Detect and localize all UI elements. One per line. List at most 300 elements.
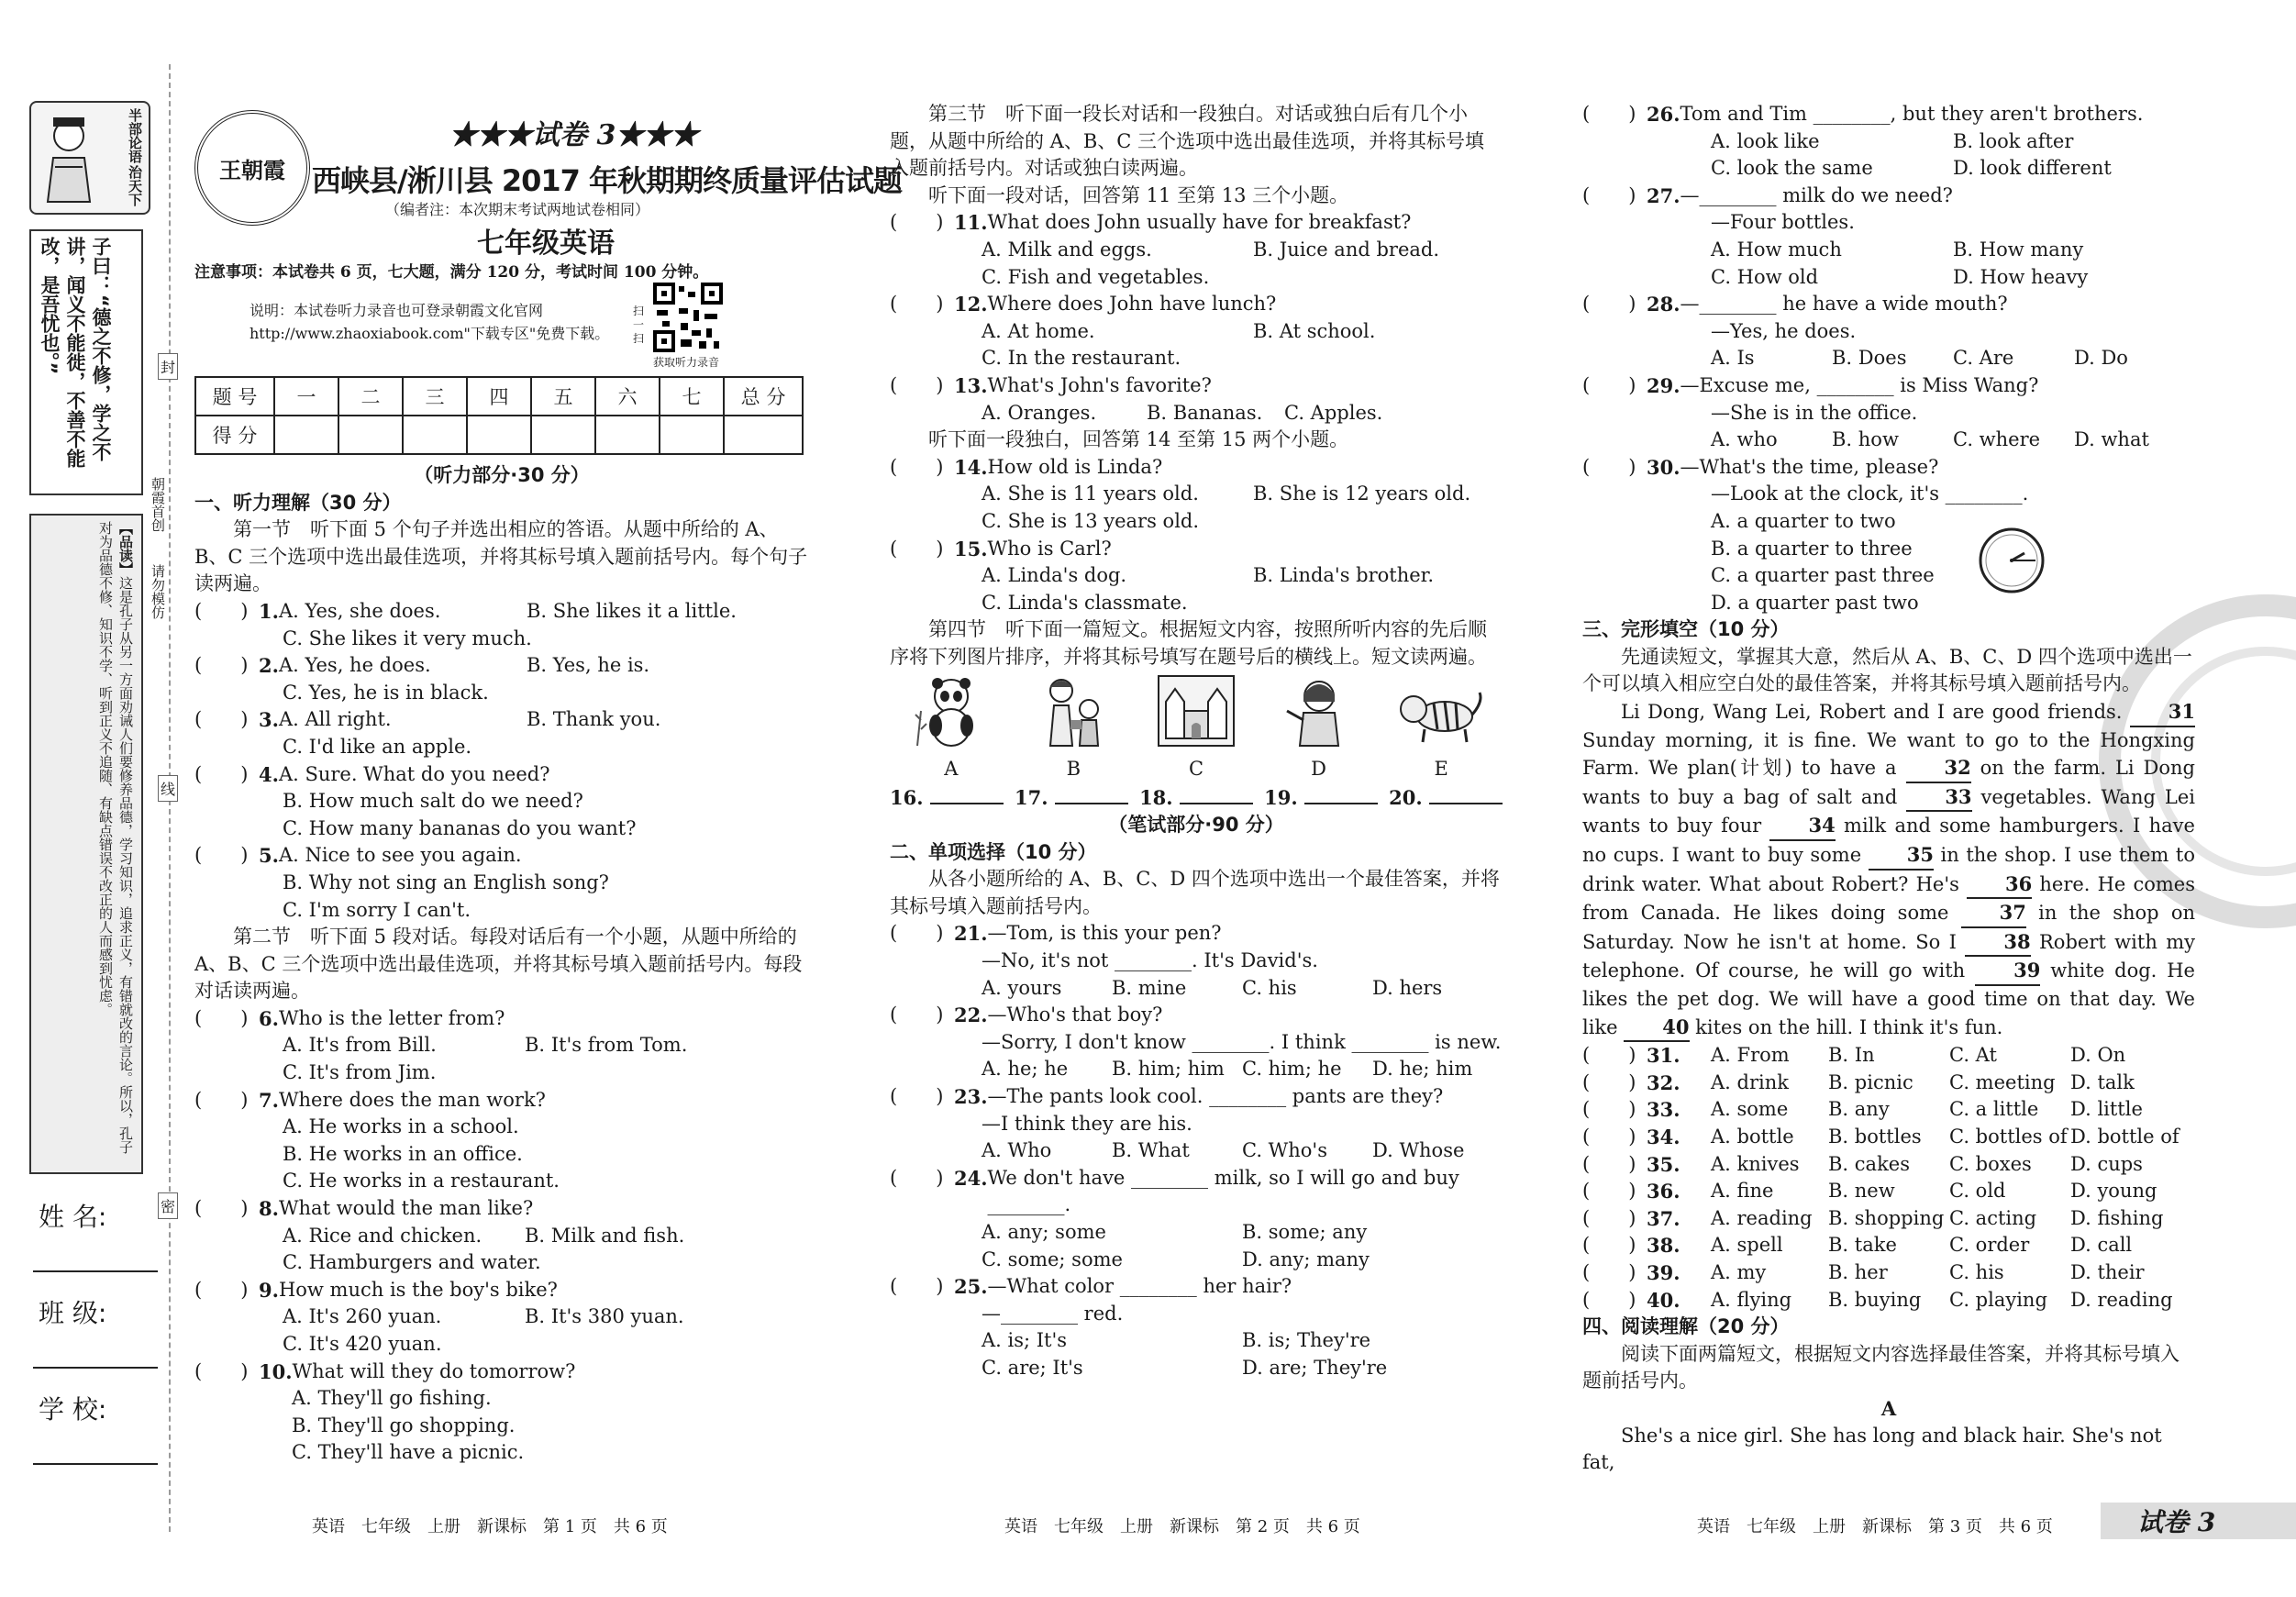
option-c: C. Fish and vegetables. (982, 265, 1210, 288)
option-a: A. Yes, he does. (278, 654, 431, 677)
option-b: B. Why not sing an English song? (283, 871, 609, 893)
option-c: C. Are (1953, 347, 2014, 370)
question-number: 13. (954, 373, 988, 397)
answer-bracket[interactable]: ( ) (194, 1278, 249, 1301)
score-input[interactable] (403, 416, 467, 454)
option-d: D. cups (2070, 1152, 2143, 1175)
question-number: 4. (259, 762, 279, 786)
question-text: —________ milk do we need? (1680, 183, 1953, 206)
explain: 说明：本试卷听力录音也可登录朝霞文化官网 http://www.zhaoxiabook.com"下载专区"免费下载。 (250, 302, 610, 342)
page3-footer: 英语 七年级 上册 新课标 第 3 页 共 6 页 (1697, 1517, 2053, 1536)
exam-title: 西峡县/淅川县 2017 年秋期期终质量评估试题 (312, 163, 903, 198)
quote-box (29, 229, 143, 495)
question-number: 22. (954, 1004, 988, 1027)
logo (194, 110, 310, 226)
option-d: D. talk (2070, 1070, 2135, 1093)
page2-column (890, 101, 1503, 1382)
question-text: —Excuse me, ________ is Miss Wang? (1680, 373, 2039, 396)
question-4 (194, 761, 809, 843)
option-d: D. hers (1372, 976, 1443, 999)
question-2 (194, 652, 809, 706)
option-c: C. Yes, he is in black. (283, 681, 489, 704)
cloze-question (1582, 1232, 2195, 1259)
question-29 (1582, 372, 2195, 454)
answer-bracket[interactable]: ( ) (1582, 1098, 1636, 1121)
picture-a (901, 674, 1002, 782)
question-23 (890, 1083, 1503, 1165)
option-a: A. he; he (982, 1058, 1069, 1081)
option-b: B. cakes (1828, 1152, 1910, 1175)
school-label: 学 校: (39, 1394, 107, 1425)
clock-icon (1977, 526, 2046, 595)
option-c: C. bottles of (1949, 1125, 2068, 1148)
sidebar-badge (29, 101, 150, 215)
option-b: B. It's 380 yuan. (525, 1305, 684, 1328)
answer-bracket[interactable]: ( ) (194, 1359, 249, 1382)
subject-title: 七年级英语 (477, 227, 615, 260)
option-a: A. knives (1711, 1152, 1800, 1175)
single-choice-intro: 从各小题所给的 A、B、C、D 四个选项中选出一个最佳答案，并将其标号填入题前括号内。 (890, 868, 1500, 917)
picture-label: C (1188, 758, 1204, 781)
answer-bracket[interactable]: ( ) (890, 211, 944, 234)
pindu-label: 【品读】 (117, 521, 134, 576)
option-b: B. How many (1953, 238, 2084, 261)
cloze-blank[interactable]: 34 (1769, 812, 1835, 841)
page3-column (1582, 101, 2195, 1477)
option-c: C. In the restaurant. (982, 347, 1181, 370)
cloze-blank[interactable]: 31 (2130, 698, 2195, 727)
question-number: 23. (954, 1085, 988, 1108)
cloze-intro: 先通读短文，掌握其大意，然后从 A、B、C、D 四个选项中选出一个可以填入相应空白处的最佳答案，并将其标号填入题前括号内。 (1582, 645, 2192, 695)
cloze-question (1582, 1205, 2195, 1233)
picture-b (1023, 674, 1124, 782)
question-number: 9. (259, 1278, 279, 1302)
option-c: C. Who's (1242, 1139, 1327, 1162)
answer-bracket[interactable]: ( ) (1582, 1125, 1636, 1148)
seal-char-3: 密 (158, 1192, 178, 1219)
score-cell: 一 (274, 377, 338, 416)
question-number: 29. (1647, 373, 1680, 397)
option-a: A. Milk and eggs. (982, 238, 1152, 261)
answer-bracket[interactable]: ( ) (1582, 1260, 1636, 1283)
answer-bracket[interactable]: ( ) (1582, 1070, 1636, 1093)
question-number: 10. (259, 1359, 293, 1383)
answer-bracket[interactable]: ( ) (1582, 1152, 1636, 1175)
option-d: D. call (2070, 1234, 2133, 1257)
question-number: 15. (954, 537, 988, 560)
cloze-blank[interactable]: 32 (1906, 754, 1971, 783)
question-text: —________ he have a wide mouth? (1680, 293, 2008, 316)
option-d: D. he; him (1372, 1058, 1473, 1081)
option-d: D. look different (1953, 157, 2112, 180)
question-text: Who is Carl? (987, 537, 1112, 560)
option-c: C. How old (1711, 265, 1819, 288)
answer-blank[interactable] (1429, 803, 1503, 804)
score-cell: 题 号 (195, 377, 274, 416)
answer-bracket[interactable]: ( ) (890, 922, 944, 945)
option-d: D. Whose (1372, 1139, 1465, 1162)
question-1 (194, 598, 809, 652)
cloze-text: here. He comes from Canada. He likes doing some (1582, 872, 2195, 925)
question-text: Who is the letter from? (278, 1006, 505, 1029)
blank-number: 17. (1015, 786, 1048, 810)
option-c: C. order (1949, 1234, 2030, 1257)
answer-bracket[interactable]: ( ) (890, 537, 944, 560)
vertical-mark-2: 请勿模仿 (150, 564, 166, 619)
option-b: B. He works in an office. (283, 1142, 523, 1165)
ordering-blanks (890, 784, 1503, 812)
answer-bracket[interactable]: ( ) (1582, 1234, 1636, 1257)
answer-bracket[interactable]: ( ) (194, 844, 249, 867)
question-25 (890, 1273, 1503, 1381)
reading-intro: 阅读下面两篇短文，根据短文内容选择最佳答案，并将其标号填入题前括号内。 (1582, 1342, 2180, 1392)
option-d: D. any; many (1242, 1248, 1370, 1270)
cloze-blank[interactable]: 40 (1624, 1014, 1689, 1043)
question-10 (194, 1359, 809, 1467)
option-b: B. In (1828, 1044, 1875, 1067)
page2-footer: 英语 七年级 上册 新课标 第 2 页 共 6 页 (1004, 1517, 1360, 1536)
page1-column (194, 462, 809, 1467)
option-a: A. flying (1711, 1288, 1792, 1311)
score-header-row (195, 377, 803, 416)
score-input[interactable] (660, 416, 724, 454)
notice: 注意事项：本试卷共 6 页，七大题，满分 120 分，考试时间 100 分钟。 (194, 263, 709, 282)
question-number: 21. (954, 922, 988, 946)
question-number: 6. (259, 1006, 279, 1030)
answer-bracket[interactable]: ( ) (890, 1166, 944, 1189)
option-c: C. a quarter past three (1711, 564, 1935, 587)
option-c: C. look the same (1711, 157, 1873, 180)
answer-blank[interactable] (1180, 803, 1253, 804)
score-input[interactable] (595, 416, 660, 454)
option-b: B. him; him (1112, 1058, 1225, 1081)
corner-label: 试卷 3 (2137, 1507, 2216, 1537)
option-a: A. some (1711, 1098, 1789, 1121)
question-22 (890, 1002, 1503, 1083)
question-text: We don't have ________ milk, so I will go and buy ________. (987, 1166, 1459, 1216)
question-number: 38. (1647, 1234, 1680, 1258)
cloze-question (1582, 1096, 2195, 1124)
cloze-text: white dog. He likes the pet dog. We will have a good time on that day. We like (1582, 959, 2195, 1038)
score-table (194, 376, 804, 455)
score-cell: 得 分 (195, 416, 274, 454)
option-b: B. buying (1828, 1288, 1922, 1311)
panda-icon (912, 674, 991, 748)
question-number: 25. (954, 1275, 988, 1299)
option-b: B. new (1828, 1180, 1895, 1203)
picture-label: A (944, 758, 959, 781)
answer-bracket[interactable]: ( ) (1582, 293, 1636, 316)
corner-label-box (2101, 1503, 2296, 1539)
section-single-choice-title: 二、单项选择（10 分） (890, 840, 1097, 863)
option-a: A. is; It's (982, 1329, 1068, 1352)
answer-bracket[interactable]: ( ) (1582, 183, 1636, 206)
answer-bracket[interactable]: ( ) (1582, 1288, 1636, 1311)
question-text: —What's the time, please? (1680, 455, 1939, 478)
answer-bracket[interactable]: ( ) (194, 708, 249, 731)
question-text: Where does the man work? (278, 1088, 546, 1111)
cloze-blank[interactable]: 37 (1961, 899, 2026, 928)
answer-bracket[interactable]: ( ) (194, 762, 249, 785)
option-c: C. are; It's (982, 1356, 1083, 1379)
question-number: 35. (1647, 1152, 1680, 1176)
question-3 (194, 706, 809, 760)
cloze-options (1582, 1042, 2195, 1314)
question-30 (1582, 454, 2195, 617)
option-c: C. Apples. (1284, 401, 1383, 424)
option-c: C. They'll have a picnic. (292, 1441, 525, 1464)
option-b: B. Milk and fish. (525, 1224, 685, 1247)
answer-bracket[interactable]: ( ) (1582, 1206, 1636, 1229)
option-a: A. Sure. What do you need? (278, 762, 550, 785)
question-number: 2. (259, 654, 279, 678)
option-b: B. Linda's brother. (1253, 564, 1435, 587)
pindu-box (29, 514, 143, 1174)
option-c: C. How many bananas do you want? (283, 816, 637, 839)
option-b: B. a quarter to three (1711, 537, 1913, 560)
option-d: D. young (2070, 1180, 2157, 1203)
question-9 (194, 1277, 809, 1359)
option-d: D. what (2074, 428, 2149, 451)
option-b: B. Thank you. (526, 708, 661, 731)
option-a: A. Oranges. (982, 401, 1097, 424)
question-text: How much is the boy's bike? (278, 1278, 558, 1301)
question-text: —What color ________ her hair? (987, 1275, 1292, 1298)
option-b: B. Does (1832, 347, 1907, 370)
answer-bracket[interactable]: ( ) (194, 1088, 249, 1111)
question-number: 32. (1647, 1070, 1680, 1094)
option-a: A. From (1711, 1044, 1790, 1067)
page1-footer: 英语 七年级 上册 新课标 第 1 页 共 6 页 (312, 1517, 668, 1536)
score-input[interactable] (467, 416, 531, 454)
answer-bracket[interactable]: ( ) (1582, 103, 1636, 125)
option-a: A. It's 260 yuan. (283, 1305, 442, 1328)
option-b: B. Bananas. (1147, 401, 1263, 424)
option-c: C. meeting (1949, 1070, 2056, 1093)
score-cell: 五 (531, 377, 595, 416)
answer-blank[interactable] (1055, 803, 1128, 804)
option-b: B. picnic (1828, 1070, 1913, 1093)
option-c: C. him; he (1242, 1058, 1342, 1081)
option-a: A. It's from Bill. (283, 1034, 437, 1057)
question-number: 1. (259, 599, 279, 623)
option-c: C. boxes (1949, 1152, 2032, 1175)
answer-bracket[interactable]: ( ) (890, 373, 944, 396)
question-text: —Yes, he does. (1711, 319, 1857, 342)
picture-row (890, 674, 1503, 782)
question-number: 33. (1647, 1098, 1680, 1122)
question-number: 27. (1647, 183, 1680, 207)
blank-number: 16. (890, 786, 924, 810)
option-c: C. I'm sorry I can't. (283, 898, 471, 921)
question-number: 8. (259, 1197, 279, 1221)
option-a: A. spell (1711, 1234, 1783, 1257)
option-a: A. Is (1711, 347, 1755, 370)
picture-d (1269, 674, 1370, 782)
picture-label: E (1434, 758, 1448, 781)
cloze-blank[interactable]: 33 (1906, 783, 1971, 813)
option-b: B. bottles (1828, 1125, 1922, 1148)
option-d: D. little (2070, 1098, 2143, 1121)
option-b: B. take (1828, 1234, 1897, 1257)
option-c: C. She likes it very much. (283, 627, 532, 649)
cloze-question (1582, 1070, 2195, 1097)
option-d: D. bottle of (2070, 1125, 2180, 1148)
question-text: —I think they are his. (982, 1112, 1192, 1135)
class-field[interactable] (33, 1367, 158, 1369)
option-b: B. mine (1112, 976, 1187, 999)
section2-intro: 第二节 听下面 5 段对话。每段对话后有一个小题，从题中所给的 A、B、C 三个选项中选出最佳选项，并将其标号填入题前括号内。每段对话读两遍。 (194, 926, 803, 1003)
option-d: D. reading (2070, 1288, 2173, 1311)
cloze-title: 三、完形填空（10 分） (1582, 618, 1790, 641)
picture-label: B (1066, 758, 1081, 781)
answer-bracket[interactable]: ( ) (1582, 373, 1636, 396)
answer-bracket[interactable]: ( ) (194, 1197, 249, 1220)
cloze-text: on the farm. Li Dong wants to buy a bag of salt and (1582, 757, 2195, 808)
answer-bracket[interactable]: ( ) (194, 654, 249, 677)
option-b: B. She is 12 years old. (1253, 482, 1471, 505)
score-input[interactable] (274, 416, 338, 454)
question-text: —Tom, is this your pen? (987, 922, 1222, 945)
score-cell: 七 (660, 377, 724, 416)
question-text: How old is Linda? (987, 455, 1163, 478)
cloze-text: in the shop. I use them to drink water. What about Robert? He's (1582, 844, 2195, 895)
option-a: A. Nice to see you again. (278, 844, 522, 867)
answer-bracket[interactable]: ( ) (890, 293, 944, 316)
option-c: C. It's from Jim. (283, 1061, 437, 1084)
score-cell: 三 (403, 377, 467, 416)
question-number: 37. (1647, 1206, 1680, 1230)
score-input[interactable] (531, 416, 595, 454)
cloze-text: in the shop on Saturday. Now he isn't at home. So I (1582, 902, 2195, 953)
question-5 (194, 842, 809, 924)
badge-text-1: 半部论语 (127, 108, 143, 163)
school-field[interactable] (33, 1463, 158, 1465)
option-b: B. look after (1953, 129, 2074, 152)
section1-intro: 第一节 听下面 5 个句子并选出相应的答语。从题中所给的 A、B、C 三个选项中选出最佳选项，并将其标号填入题前括号内。每个句子读两遍。 (194, 518, 808, 595)
badge-text-2: 治天下 (127, 165, 143, 206)
option-d: D. are; They're (1242, 1356, 1388, 1379)
question-number: 31. (1647, 1044, 1680, 1068)
class-label: 班 级: (39, 1298, 107, 1328)
passage-start: She's a nice girl. She has long and black hair. She's not fat, (1582, 1424, 2162, 1474)
seal-char-1: 封 (158, 353, 178, 380)
cloze-blank[interactable]: 39 (1975, 957, 2040, 986)
question-number: 34. (1647, 1125, 1680, 1148)
option-b: B. It's from Tom. (525, 1034, 688, 1057)
option-c: C. I'd like an apple. (283, 735, 472, 758)
score-input[interactable] (724, 416, 803, 454)
answer-bracket[interactable]: ( ) (890, 1275, 944, 1298)
option-a: A. She is 11 years old. (982, 482, 1199, 505)
answer-bracket[interactable]: ( ) (1582, 1180, 1636, 1203)
question-26 (1582, 101, 2195, 183)
question-number: 12. (954, 293, 988, 316)
cloze-question (1582, 1151, 2195, 1179)
option-a: A. a quarter to two (1711, 509, 1896, 532)
question-7 (194, 1087, 809, 1195)
score-input[interactable] (338, 416, 403, 454)
option-a: A. look like (1711, 129, 1820, 152)
option-a: A. any; some (982, 1220, 1106, 1243)
option-a: A. reading (1711, 1206, 1813, 1229)
option-b: B. Yes, he is. (526, 654, 650, 677)
option-c: C. some; some (982, 1248, 1123, 1270)
option-a: A. yours (982, 976, 1062, 999)
option-c: C. She is 13 years old. (982, 509, 1200, 532)
score-cell: 二 (338, 377, 403, 416)
option-b: B. is; They're (1242, 1329, 1371, 1352)
cloze-question (1582, 1124, 2195, 1151)
option-b: B. She likes it a little. (526, 599, 737, 622)
option-a: A. drink (1711, 1070, 1789, 1093)
question-text: What will they do tomorrow? (292, 1359, 576, 1382)
question-number: 30. (1647, 455, 1680, 479)
question-12 (890, 291, 1503, 372)
question-text: —The pants look cool. ________ pants are they? (987, 1085, 1444, 1107)
option-a: A. Rice and chicken. (283, 1224, 482, 1247)
option-a: A. At home. (982, 319, 1095, 342)
question-text: Tom and Tim ________, but they aren't brothers. (1680, 103, 2144, 125)
answer-bracket[interactable]: ( ) (890, 1085, 944, 1107)
option-b: B. At school. (1253, 319, 1376, 342)
question-6 (194, 1005, 809, 1087)
question-text: What does John usually have for breakfast? (987, 211, 1412, 234)
qr-caption: 获取听力录音 (653, 356, 720, 369)
section4-intro: 第四节 听下面一篇短文。根据短文内容，按照所听内容的先后顺序将下列图片排序，并将其标号填写在题号后的横线上。短文读两遍。 (890, 618, 1487, 668)
paper-number: ★★★试卷 3★★★ (449, 119, 699, 151)
answer-bracket[interactable]: ( ) (194, 1006, 249, 1029)
option-c: C. playing (1949, 1288, 2047, 1311)
name-field[interactable] (33, 1270, 158, 1272)
answer-blank[interactable] (930, 803, 1004, 804)
score-cell: 六 (595, 377, 660, 416)
question-number: 39. (1647, 1260, 1680, 1284)
option-c: C. It's 420 yuan. (283, 1333, 442, 1355)
answer-bracket[interactable]: ( ) (194, 599, 249, 622)
cloze-blank[interactable]: 35 (1869, 841, 1934, 871)
answer-bracket[interactable]: ( ) (890, 1004, 944, 1026)
option-b: B. her (1828, 1260, 1888, 1283)
cloze-text: vegetables. Wang Lei wants to buy four (1582, 785, 2195, 837)
answer-bracket[interactable]: ( ) (1582, 1044, 1636, 1067)
option-c: C. He works in a restaurant. (283, 1170, 560, 1192)
question-text: —Who's that boy? (987, 1004, 1163, 1026)
option-d: D. Do (2074, 347, 2128, 370)
dialog-intro: 听下面一段对话，回答第 11 至第 13 三个小题。 (928, 183, 1349, 206)
cloze-question (1582, 1287, 2195, 1314)
option-a: A. He works in a school. (283, 1115, 519, 1138)
cloze-blank[interactable]: 38 (1965, 928, 2030, 958)
vertical-mark-1: 朝霞首创 (150, 477, 166, 532)
answer-bracket[interactable]: ( ) (1582, 455, 1636, 478)
answer-blank[interactable] (1304, 803, 1378, 804)
cloze-blank[interactable]: 36 (1967, 871, 2032, 900)
option-b: B. Juice and bread. (1253, 238, 1440, 261)
cloze-text: Robert with my telephone. Of course, he will go with (1582, 930, 2196, 982)
question-27 (1582, 183, 2195, 291)
question-number: 11. (954, 211, 988, 235)
option-b: B. how (1832, 428, 1899, 451)
scan-label: 扫一扫 (633, 305, 645, 345)
answer-bracket[interactable]: ( ) (890, 455, 944, 478)
tiger-icon (1397, 674, 1485, 748)
question-text: —No, it's not ________. It's David's. (982, 949, 1318, 972)
girl-icon (1280, 674, 1359, 748)
section1-title: 一、听力理解（30 分） (194, 491, 402, 514)
question-number: 3. (259, 708, 279, 732)
option-c: C. a little (1949, 1098, 2039, 1121)
